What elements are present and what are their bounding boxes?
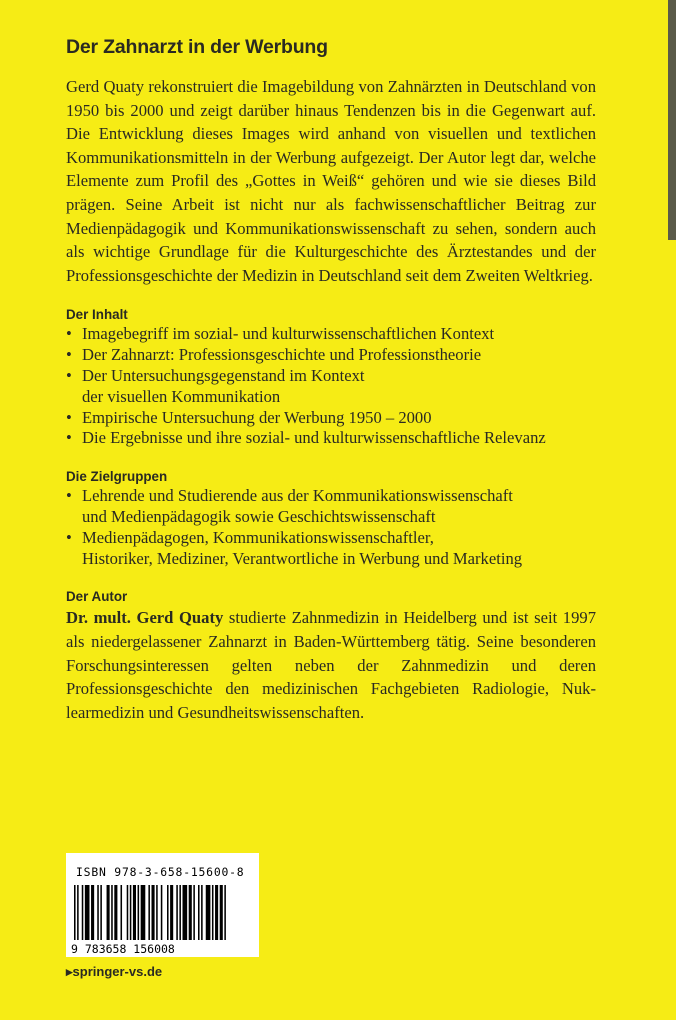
barcode-bar: [198, 885, 200, 940]
barcode-bar: [189, 885, 192, 940]
list-item: [66, 345, 596, 366]
barcode-bar: [91, 885, 94, 940]
list-item: [66, 408, 596, 429]
isbn-barcode-box: [66, 853, 259, 957]
barcode-bar: [224, 885, 226, 940]
list-item-line: • Der Zahnarzt: Professionsgeschichte und Professionstheorie: [82, 345, 482, 365]
barcode-bar: [152, 885, 155, 940]
barcode-digits: 9 783658 156008: [71, 942, 175, 956]
barcode-bar: [220, 885, 223, 940]
barcode-bar: [97, 885, 99, 940]
list-item-line: und Medienpädagogik sowie Geschichtswissenschaft: [82, 506, 436, 526]
zielgruppen-list: [66, 486, 596, 569]
barcode-bar: [161, 885, 163, 940]
barcode-bar: [148, 885, 150, 940]
list-item-line: Historiker, Mediziner, Verantwortliche in Werbung und Marketing: [82, 548, 523, 568]
list-item-line: • Imagebegriff im sozial- und kulturwissenschaftlichen Kontext: [82, 324, 495, 344]
barcode-bar: [193, 885, 195, 940]
barcode-bar: [183, 885, 188, 940]
list-item: [66, 486, 596, 528]
list-item-line: • Medienpädagogen, Kommunikationswissenschaftler,: [82, 527, 434, 547]
barcode-bar: [77, 885, 79, 940]
barcode-bar: [114, 885, 117, 940]
book-title: Der Zahnarzt in der Werbung: [66, 36, 328, 58]
barcode: [66, 883, 259, 957]
zielgruppen-heading: Die Zielgruppen: [66, 469, 168, 485]
intro-paragraph: Gerd Quaty rekonstruiert die Imagebildung von Zahnärzten in Deutschland von 1950 bis 2000 und zeigt darüber hinaus Tendenzen bis in die Gegenwart auf. Die Entwicklung dieses Images wird anhand von visuellen und textlichen Kommunikationsmitteln in der Werbung aufgezeigt. Der Autor legt dar, welche Elemente zum Profil des „Gottes in Weiß“ gehören und wie sie dieses Bild prägen. Seine Arbeit ist nicht nur als fachwissenschaftlicher Beitrag zur Medienpädagogik und Kommunikationswissenschaft zu sehen, sondern auch als wichtige Grundlage für die Kulturgeschichte des Ärztestandes und der Professionsgeschichte der Medizin in Deutschland seit dem Zweiten Weltkrieg.: [66, 77, 596, 285]
website-link[interactable]: [66, 964, 162, 980]
list-item: [66, 324, 596, 345]
barcode-bar: [170, 885, 173, 940]
author-name: Dr. mult. Gerd Quaty: [66, 608, 224, 628]
barcode-bar: [130, 885, 132, 940]
barcode-bar: [127, 885, 129, 940]
barcode-bar: [111, 885, 113, 940]
back-cover-text: [66, 36, 596, 724]
autor-heading: Der Autor: [66, 589, 128, 605]
barcode-bar: [100, 885, 102, 940]
arrow-right-icon: ▸: [66, 964, 73, 979]
list-item-line: der visuellen Kommunikation: [82, 386, 281, 406]
barcode-bar: [215, 885, 218, 940]
author-bio: studierte Zahnmedizin in Heidelberg und ist seit 1997 als niedergelassener Zahnarzt in Baden-Württemberg tätig. Seine besonderen Forschungsinteressen gelten neben der Zahnmedizin und deren Professionsgeschichte den medizinischen Fachgebieten Radiologie, Nuklearmedizin und Gesundheitswissenschaften.: [66, 608, 596, 722]
isbn-label: ISBN 978-3-658-15600-8: [76, 865, 245, 879]
list-item-line: • Lehrende und Studierende aus der Kommunikationswissenschaft: [82, 486, 513, 506]
barcode-bar: [206, 885, 211, 940]
barcode-bar: [212, 885, 214, 940]
list-item-line: • Der Untersuchungsgegenstand im Kontext: [82, 365, 365, 385]
barcode-bar: [167, 885, 169, 940]
barcode-bar: [82, 885, 84, 940]
barcode-bar: [133, 885, 136, 940]
spine-edge: [668, 0, 676, 240]
list-item: [66, 428, 596, 449]
barcode-bar: [176, 885, 178, 940]
barcode-bar: [107, 885, 110, 940]
barcode-bar: [74, 885, 76, 940]
barcode-bar: [156, 885, 158, 940]
barcode-bar: [141, 885, 146, 940]
barcode-bar: [201, 885, 203, 940]
barcode-bar: [138, 885, 140, 940]
website-text: springer-vs.de: [72, 964, 163, 979]
inhalt-heading: Der Inhalt: [66, 307, 128, 323]
list-item-line: • Die Ergebnisse und ihre sozial- und kulturwissenschaftliche Relevanz: [82, 428, 546, 448]
barcode-bar: [179, 885, 181, 940]
barcode-bar: [85, 885, 90, 940]
barcode-bar: [121, 885, 123, 940]
list-item: [66, 528, 596, 570]
list-item-line: • Empirische Untersuchung der Werbung 1950 – 2000: [82, 407, 432, 427]
autor-paragraph: [66, 606, 596, 724]
inhalt-list: [66, 324, 596, 449]
list-item: [66, 366, 596, 408]
